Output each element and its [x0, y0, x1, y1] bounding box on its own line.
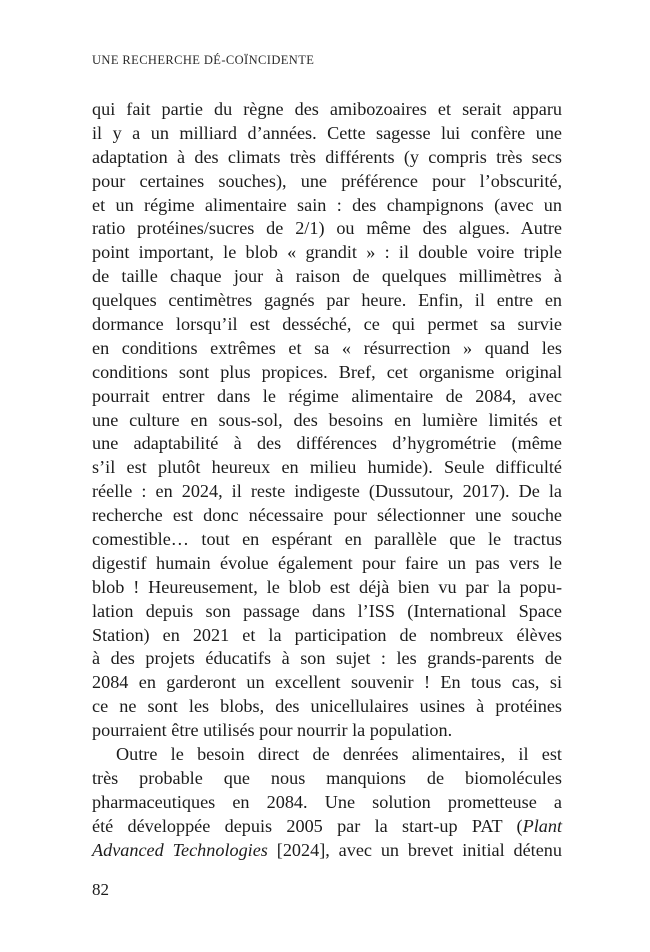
text-line: réelle : en 2024, il reste indigeste (Dussutour, 2017). De la	[92, 481, 562, 502]
text-line: blob ! Heureusement, le blob est déjà bien vu par la popu-	[92, 576, 562, 597]
text-line: lation depuis son passage dans l’ISS (International Space	[92, 600, 562, 621]
text-segment: [2024], avec un brevet initial détenu	[267, 839, 562, 860]
text-line: pharmaceutiques en 2084. Une solution prometteuse a	[92, 791, 562, 812]
text-line	[92, 815, 562, 839]
text-line: Station) en 2021 et la participation de nombreux élèves	[92, 624, 562, 645]
running-head: UNE RECHERCHE DÉ-COÏNCIDENTE	[92, 53, 315, 67]
italic-text: Plant	[522, 815, 562, 836]
text-line: dormance lorsqu’il est desséché, ce qui permet sa survie	[92, 314, 562, 335]
text-line: ratio protéines/sucres de 2/1) ou même des algues. Autre	[92, 218, 562, 239]
italic-text: Advanced Technologies	[92, 839, 268, 860]
text-line: et un régime alimentaire sain : des champignons (avec un	[92, 194, 562, 215]
text-line: quelques centimètres gagnés par heure. Enfin, il entre en	[92, 290, 562, 311]
text-line	[92, 839, 562, 863]
text-line: s’il est plutôt heureux en milieu humide). Seule difficulté	[92, 457, 562, 478]
text-line: une culture en sous-sol, des besoins en lumière limités et	[92, 409, 562, 430]
text-line: recherche est donc nécessaire pour sélectionner une souche	[92, 505, 562, 526]
text-line: qui fait partie du règne des amibozoaires et serait apparu	[92, 99, 562, 119]
text-line: pourrait entrer dans le régime alimentaire de 2084, avec	[92, 385, 562, 406]
text-line: point important, le blob « grandit » : il double voire triple	[92, 242, 562, 263]
text-line: il y a un milliard d’années. Cette sagesse lui confère une	[92, 122, 562, 143]
text-line: 2084 en garderont un excellent souvenir ! En tous cas, si	[92, 672, 562, 693]
text-line: très probable que nous manquions de biomolécules	[92, 767, 562, 788]
text-line: une adaptabilité à des différences d’hygrométrie (même	[92, 433, 562, 454]
text-segment: été développée depuis 2005 par la start-up PAT (	[92, 815, 523, 836]
text-line: ce ne sont les blobs, des unicellulaires usines à protéines	[92, 696, 562, 717]
text-line: adaptation à des climats très différents (y compris très secs	[92, 146, 562, 167]
page-number: 82	[92, 880, 109, 899]
text-line: digestif humain évolue également pour faire un pas vers le	[92, 552, 562, 573]
text-line: pour certaines souches), une préférence pour l’obscurité,	[92, 170, 562, 191]
text-line: Outre le besoin direct de denrées alimentaires, il est	[116, 744, 562, 765]
body-text	[92, 98, 562, 863]
text-line: en conditions extrêmes et sa « résurrection » quand les	[92, 337, 562, 358]
text-line: comestible… tout en espérant en parallèle que le tractus	[92, 529, 562, 550]
text-line: à des projets éducatifs à son sujet : les grands-parents de	[92, 648, 562, 669]
text-line: pourraient être utilisés pour nourrir la population.	[92, 720, 453, 741]
text-line: de taille chaque jour à raison de quelques millimètres à	[92, 266, 562, 287]
paragraph-1	[92, 98, 562, 743]
text-line: conditions sont plus propices. Bref, cet organisme original	[92, 361, 562, 382]
paragraph-2	[92, 743, 562, 862]
